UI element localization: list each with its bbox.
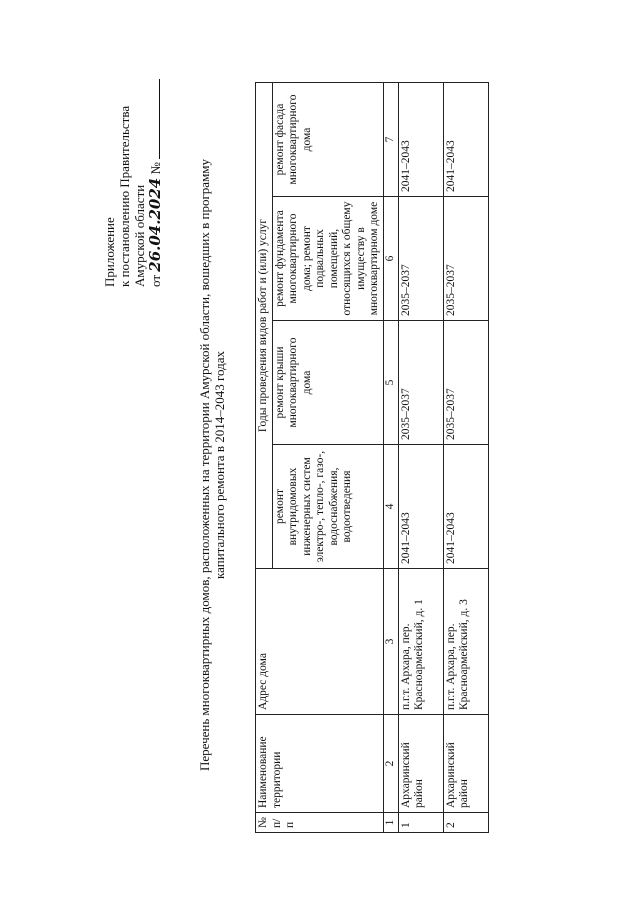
- handwritten-date: 26.04.2024: [146, 177, 164, 272]
- row-roof-years: 2035–2037: [398, 321, 443, 445]
- column-number: 6: [383, 197, 398, 321]
- row-num: 1: [398, 813, 443, 833]
- title-line-1: Перечень многоквартирных домов, расположенных на территории Амурской области, вошедших в программу: [197, 158, 212, 772]
- houses-table: [255, 82, 489, 833]
- row-address: п.г.т. Архара, пер. Красноармейский, д. 1: [398, 569, 443, 715]
- column-numbers-row: [383, 83, 398, 833]
- header-num: № п/п: [256, 813, 384, 833]
- row-engineering-years: 2041–2043: [398, 445, 443, 569]
- row-territory: Архаринский район: [443, 715, 488, 813]
- document-title: [197, 135, 227, 795]
- row-facade-years: 2041–2043: [398, 83, 443, 197]
- column-number: 7: [383, 83, 398, 197]
- column-number: 2: [383, 715, 398, 813]
- column-number: 4: [383, 445, 398, 569]
- column-number: 5: [383, 321, 398, 445]
- annex-date-line: [147, 27, 163, 287]
- row-roof-years: 2035–2037: [443, 321, 488, 445]
- title-line-2: капитального ремонта в 2014–2043 годах: [212, 351, 227, 579]
- row-territory: Архаринский район: [398, 715, 443, 813]
- header-engineering-systems: ремонт внутридомовых инженерных систем электро-, тепло-, газо-, водоснабжения, водоотведения: [272, 445, 383, 569]
- table-row: [443, 83, 488, 833]
- column-number: 3: [383, 569, 398, 715]
- row-address: п.г.т. Архара, пер. Красноармейский, д. 3: [443, 569, 488, 715]
- annex-line-region: Амурской области: [132, 184, 147, 287]
- row-foundation-years: 2035–2037: [443, 197, 488, 321]
- number-blank-line: [147, 79, 160, 159]
- row-foundation-years: 2035–2037: [398, 197, 443, 321]
- header-foundation: ремонт фундамента многоквартирного дома; ремонт подвальных помещений, относящихся к общему имуществу в многоквартирном доме: [272, 197, 383, 321]
- row-facade-years: 2041–2043: [443, 83, 488, 197]
- annex-title: Приложение: [102, 217, 117, 287]
- header-facade: ремонт фасада многоквартирного дома: [272, 83, 383, 197]
- header-roof: ремонт крыши многоквартирного дома: [272, 321, 383, 445]
- annex-line-resolution: к постановлению Правительства: [117, 105, 132, 287]
- table-row: [398, 83, 443, 833]
- number-sign: №: [148, 162, 163, 175]
- row-engineering-years: 2041–2043: [443, 445, 488, 569]
- header-years-group: Годы проведения видов работ и (или) услуг: [256, 83, 273, 569]
- header-row-1: [256, 83, 273, 833]
- column-number: 1: [383, 813, 398, 833]
- row-num: 2: [443, 813, 488, 833]
- annex-block: [102, 27, 163, 287]
- header-territory: Наименование территории: [256, 715, 384, 813]
- date-prefix: от: [148, 274, 163, 287]
- header-address: Адрес дома: [256, 569, 384, 715]
